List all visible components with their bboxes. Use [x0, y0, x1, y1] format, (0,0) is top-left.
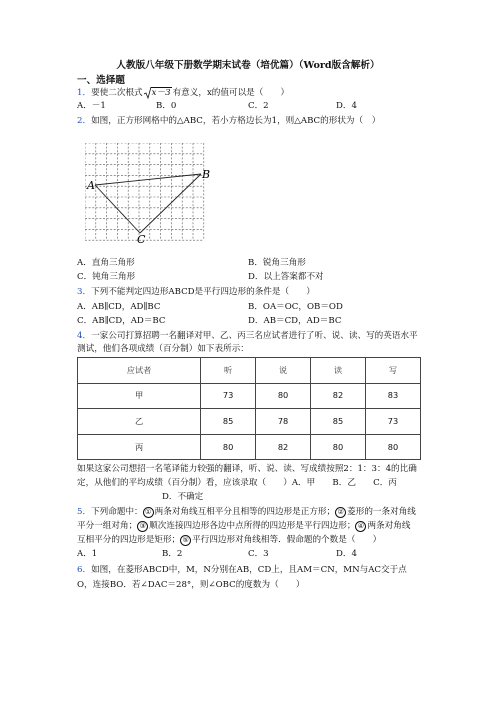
table-cell: 82 [256, 434, 311, 460]
table-cell: 82 [311, 383, 366, 409]
vertex-label-c: C [137, 233, 146, 245]
circled-4-mark: ④ [355, 521, 366, 532]
question-6-line-2: O，连接BO．若∠DAC＝28°，则∠OBC的度数为（ ） [77, 580, 305, 590]
question-number: 1． [77, 88, 92, 98]
table-row [78, 383, 421, 409]
triangle-grid-figure [85, 143, 215, 245]
table-row [78, 434, 421, 460]
radical-sign [144, 88, 172, 100]
q2-option-c[interactable]: C．钝角三角形 [77, 272, 136, 282]
proposition-2-cont: 平分一组对角； [77, 521, 138, 531]
table-row [78, 409, 421, 435]
table-header-cell: 应试者 [78, 358, 201, 384]
circled-2-mark: ② [335, 507, 346, 518]
question-text: 如图，正方形网格中的△ABC，若小方格边长为1，则△ABC的形状为（ ） [91, 116, 381, 126]
q5-option-b[interactable]: B．2 [162, 549, 183, 559]
question-number: 4． [77, 331, 92, 341]
question-4-after-1: 如果这家公司想招一名笔译能力较强的翻译，听、说、读、写成绩按照2：1：3：4的比确 [77, 464, 417, 474]
question-text: 一家公司打算招聘一名翻译对甲、乙、丙三名应试者进行了听、说、读、写的英语水平 [91, 331, 418, 341]
q5-option-d[interactable]: D．4 [336, 549, 357, 559]
question-4-after-2: 定，从他们的平均成绩（百分制）看，应该录取（ ）A．甲 B．乙 C．丙 [77, 478, 397, 488]
table-cell: 85 [311, 409, 366, 435]
question-5-line-2 [77, 521, 410, 533]
triangle-side-bc [140, 174, 201, 233]
q2-option-a[interactable]: A．直角三角形 [77, 258, 135, 268]
question-4-line-2: 测试，他们各项成绩（百分制）如下表所示： [77, 344, 249, 354]
question-number: 5． [77, 507, 92, 517]
question-number: 6． [77, 565, 92, 575]
proposition-2: 菱形的一条对角线 [347, 507, 416, 517]
table-cell: 80 [311, 434, 366, 460]
table-cell: 80 [201, 434, 256, 460]
question-6 [77, 565, 407, 577]
table-cell: 丙 [78, 434, 201, 460]
table-cell: 甲 [78, 383, 201, 409]
table-header-cell: 听 [201, 358, 256, 384]
table-cell: 乙 [78, 409, 201, 435]
q1-option-a[interactable]: A．－1 [77, 101, 106, 111]
document-title: 人教版八年级下册数学期末试卷（培优篇）（Word版含解析） [116, 60, 380, 71]
circled-3-mark: ③ [137, 521, 148, 532]
proposition-5: 平行四边形对角线相等．假命题的个数是（ ） [192, 535, 382, 545]
vertex-label-a: A [87, 179, 95, 192]
table-header-cell: 写 [366, 358, 421, 384]
table-cell: 83 [366, 383, 421, 409]
q4-option-d[interactable]: D．不确定 [162, 492, 204, 502]
q2-option-d[interactable]: D．以上答案都不对 [248, 272, 324, 282]
question-number: 2． [77, 116, 92, 126]
question-5-line-3 [77, 535, 381, 547]
radicand: x－3 [151, 88, 171, 98]
q1-option-c[interactable]: C．2 [248, 101, 269, 111]
proposition-4-cont: 互相平分的四边形是矩形； [77, 535, 181, 545]
question-5 [77, 507, 416, 519]
question-number: 3． [77, 287, 92, 297]
table-header-row [78, 358, 421, 384]
question-3 [77, 287, 315, 299]
proposition-3: 顺次连接四边形各边中点所得的四边形是平行四边形； [149, 521, 356, 531]
question-2 [77, 116, 380, 128]
proposition-1: 两条对角线互相平分且相等的四边形是正方形； [154, 507, 336, 517]
grid-lines [85, 143, 204, 240]
q5-option-a[interactable]: A．1 [77, 549, 98, 559]
question-1 [77, 88, 289, 100]
question-4 [77, 331, 418, 343]
table-cell: 85 [201, 409, 256, 435]
section-heading: 一、选择题 [77, 75, 125, 86]
table-cell: 80 [256, 383, 311, 409]
q1-option-b[interactable]: B．0 [156, 101, 177, 111]
q3-option-d[interactable]: D．AB＝CD，AD＝BC [248, 316, 342, 326]
table-cell: 80 [366, 434, 421, 460]
circled-1-mark: ① [143, 507, 154, 518]
q3-option-b[interactable]: B．OA＝OC，OB＝OD [248, 302, 343, 312]
table-cell: 73 [201, 383, 256, 409]
q3-option-a[interactable]: A．AB∥CD，AD∥BC [77, 302, 161, 312]
q2-option-b[interactable]: B．锐角三角形 [248, 258, 306, 268]
radical-sign-shape [144, 87, 152, 99]
question-text: 下列命题中： [91, 507, 143, 517]
question-text: 如图，在菱形ABCD中，M，N分别在AB，CD上，且AM＝CN，MN与AC交于点 [91, 565, 407, 575]
proposition-4: 两条对角线 [367, 521, 411, 531]
vertex-label-b: B [202, 168, 211, 181]
table-header-cell: 说 [256, 358, 311, 384]
score-table [77, 357, 421, 460]
circled-5-mark: ⑤ [180, 535, 191, 546]
question-text: 要使二次根式 [91, 88, 143, 98]
question-text: 下列不能判定四边形ABCD是平行四边形的条件是（ ） [91, 287, 315, 297]
q1-option-d[interactable]: D．4 [336, 101, 357, 111]
q3-option-c[interactable]: C．AB∥CD，AD＝BC [77, 316, 166, 326]
table-cell: 73 [366, 409, 421, 435]
q5-option-c[interactable]: C．3 [248, 549, 269, 559]
table-header-cell: 读 [311, 358, 366, 384]
question-text-cont: 有意义，x的值可以是（ ） [172, 88, 290, 98]
table-cell: 78 [256, 409, 311, 435]
